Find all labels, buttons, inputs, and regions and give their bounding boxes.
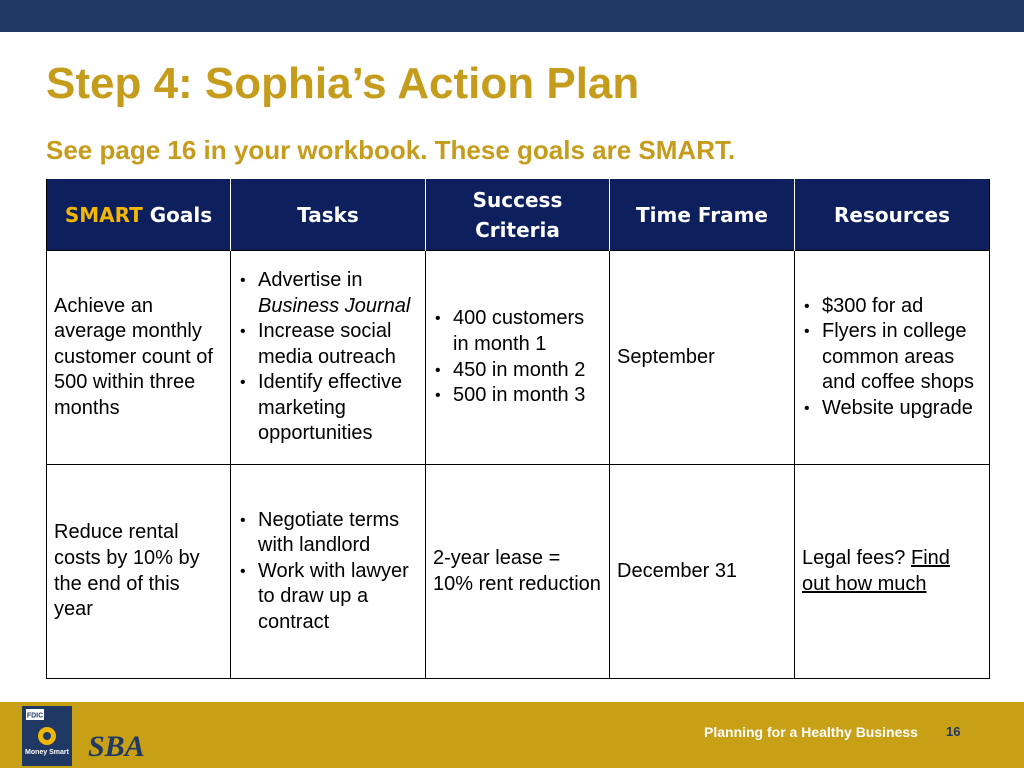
smart-label: SMART — [64, 202, 143, 227]
sba-logo — [88, 730, 145, 763]
svg-text:Money Smart: Money Smart — [25, 749, 69, 756]
list-item: • 450 in month 2 — [433, 358, 602, 384]
page-number: 16 — [946, 724, 961, 739]
money-smart-logo — [22, 706, 72, 766]
timeframe-cell — [610, 251, 795, 465]
list-item: • Website upgrade — [802, 396, 982, 422]
list-item: • Identify effective marketing opportunities — [238, 370, 418, 447]
tasks-cell — [231, 465, 426, 679]
goal-cell — [47, 251, 231, 465]
top-bar — [0, 0, 1024, 32]
list-item: • Flyers in college common areas and coffee shops — [802, 319, 982, 396]
resources-cell — [795, 251, 990, 465]
timeframe-cell — [610, 465, 795, 679]
criteria-list — [433, 306, 602, 408]
list-item — [238, 268, 418, 319]
list-item: • $300 for ad — [802, 294, 982, 320]
goal-cell — [47, 465, 231, 679]
list-item: • Increase social media outreach — [238, 319, 418, 370]
table-row — [47, 465, 990, 679]
column-header-tasks: Tasks — [231, 179, 426, 251]
column-header-time-frame: Time Frame — [610, 179, 795, 251]
goal-text: Reduce rental costs by 10% by the end of this year — [54, 521, 200, 621]
footer-text: Planning for a Healthy Business — [704, 724, 918, 740]
task-text-italic: Business Journal — [258, 294, 411, 317]
resources-text: Legal fees? — [802, 546, 911, 569]
column-header-success-criteria: Success Criteria — [426, 179, 610, 251]
tasks-cell — [231, 251, 426, 465]
tasks-list — [238, 268, 418, 447]
list-item: • Work with lawyer to draw up a contract — [238, 559, 418, 636]
list-item: • Negotiate terms with landlord — [238, 508, 418, 559]
list-item: • 400 customers in month 1 — [433, 306, 602, 357]
task-text: Advertise in — [258, 268, 363, 291]
table-header-row — [47, 179, 990, 251]
resources-cell — [795, 465, 990, 679]
sponsor-logos — [22, 706, 182, 766]
page-subtitle: See page 16 in your workbook. These goals are SMART. — [46, 135, 736, 165]
svg-text:SBA: SBA — [88, 730, 145, 763]
timeframe-text: December 31 — [617, 559, 738, 582]
table-row — [47, 251, 990, 465]
tasks-list — [238, 508, 418, 636]
criteria-cell — [426, 465, 610, 679]
goal-text: Achieve an average monthly customer count of 500 within three months — [54, 294, 213, 419]
find-out-link[interactable]: Find out how much — [802, 546, 950, 595]
action-plan-table — [46, 179, 990, 679]
svg-text:FDIC: FDIC — [26, 712, 44, 720]
goals-label: Goals — [142, 202, 213, 227]
resources-list — [802, 294, 982, 422]
page-title: Step 4: Sophia’s Action Plan — [46, 59, 640, 108]
column-header-resources: Resources — [795, 179, 990, 251]
column-header-smart-goals — [47, 179, 231, 251]
list-item: • 500 in month 3 — [433, 383, 602, 409]
criteria-text: 2-year lease = 10% rent reduction — [433, 546, 601, 595]
timeframe-text: September — [617, 345, 715, 368]
criteria-cell — [426, 251, 610, 465]
